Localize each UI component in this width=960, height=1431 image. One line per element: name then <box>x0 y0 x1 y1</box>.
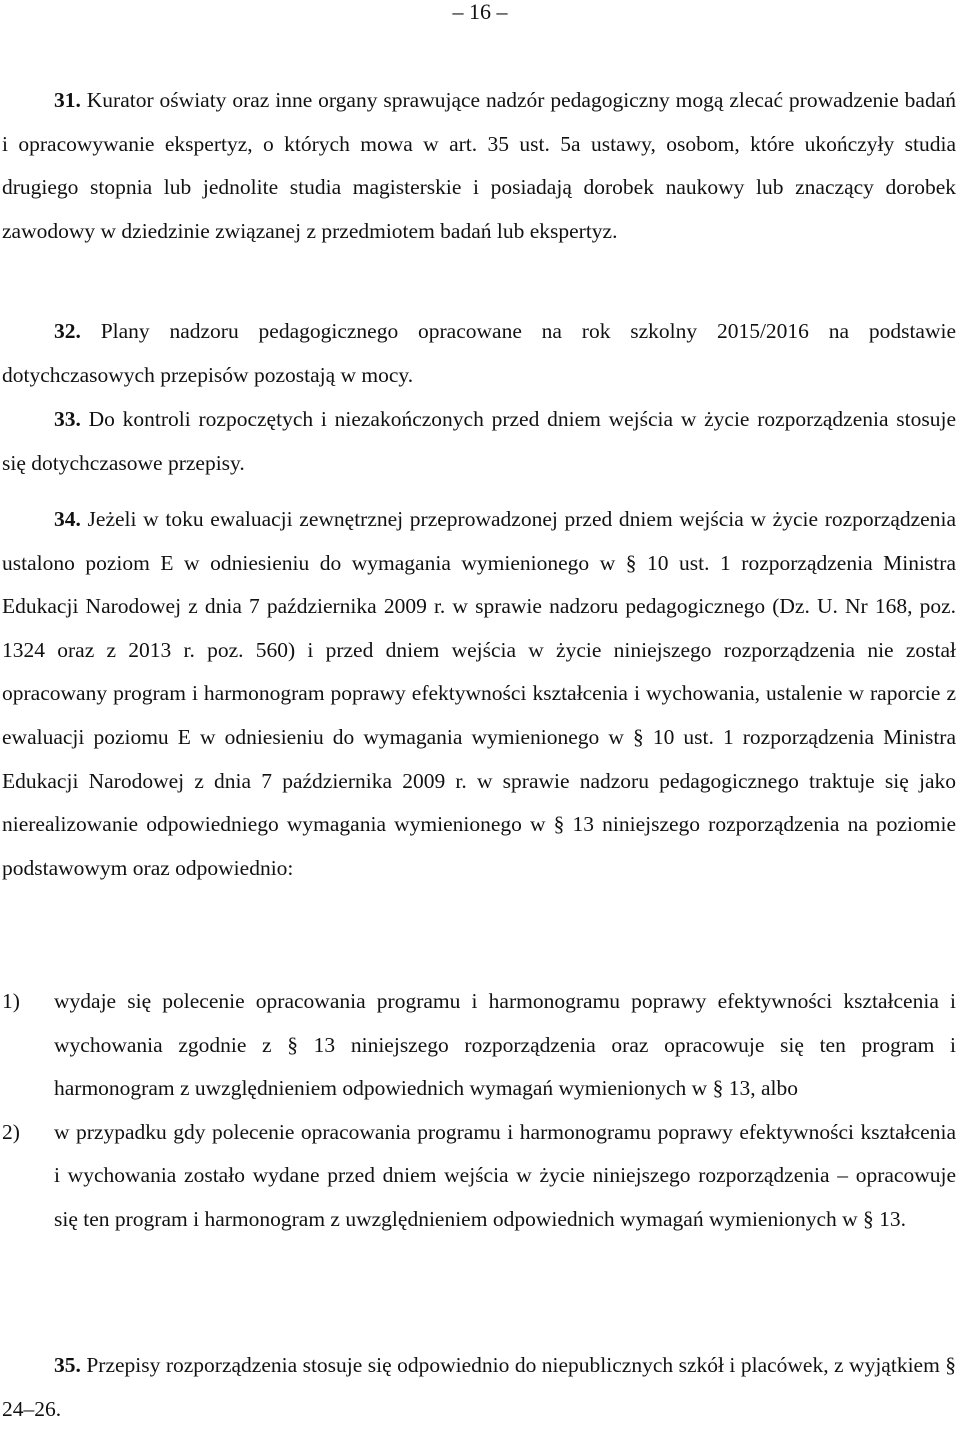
paragraph-34-list <box>2 980 956 1242</box>
paragraph-number: 31. <box>54 88 81 112</box>
list-item-text: wydaje się polecenie opracowania programu i harmonogramu poprawy efektywności kształcenia i wychowania zgodnie z § 13 niniejszego rozporządzenia oraz opracowuje się ten program i harmonogram z uwzględnieniem odpowiednich wymagań wymienionych w § 13, albo <box>54 989 956 1101</box>
paragraph-34 <box>2 498 956 890</box>
list-item-marker: 1) <box>2 989 20 1013</box>
paragraph-35 <box>2 1344 956 1431</box>
paragraph-32 <box>2 310 956 397</box>
paragraph-text: Kurator oświaty oraz inne organy sprawujące nadzór pedagogiczny mogą zlecać prowadzenie badań i opracowywanie ekspertyz, o których mowa w art. 35 ust. 5a ustawy, osobom, które ukończyły studia drugiego stopnia lub jednolite studia magisterskie i posiadają dorobek naukowy lub znaczący dorobek zawodowy w dziedzinie związanej z przedmiotem badań lub ekspertyz. <box>2 88 956 243</box>
paragraph-text: Jeżeli w toku ewaluacji zewnętrznej przeprowadzonej przed dniem wejścia w życie rozporządzenia ustalono poziom E w odniesieniu do wymagania wymienionego w § 10 ust. 1 rozporządzenia Ministra Edukacji Narodowej z dnia 7 października 2009 r. w sprawie nadzoru pedagogicznego (Dz. U. Nr 168, poz. 1324 oraz z 2013 r. poz. 560) i przed dniem wejścia w życie niniejszego rozporządzenia nie został opracowany program i harmonogram poprawy efektywności kształcenia i wychowania, ustalenie w raporcie z ewaluacji poziomu E w odniesieniu do wymagania wymienionego w § 10 ust. 1 rozporządzenia Ministra Edukacji Narodowej z dnia 7 października 2009 r. w sprawie nadzoru pedagogicznego traktuje się jako nierealizowanie odpowiedniego wymagania wymienionego w § 13 niniejszego rozporządzenia na poziomie podstawowym oraz odpowiednio: <box>2 507 956 880</box>
list-item-text: w przypadku gdy polecenie opracowania programu i harmonogramu poprawy efektywności kształcenia i wychowania zostało wydane przed dniem wejścia w życie niniejszego rozporządzenia – opracowuje się ten program i harmonogram z uwzględnieniem odpowiednich wymagań wymienionych w § 13. <box>54 1119 956 1231</box>
page-number: – 16 – <box>452 0 508 24</box>
list-item-marker: 2) <box>2 1119 20 1144</box>
paragraph-number: 35. <box>54 1353 81 1377</box>
paragraph-text: Plany nadzoru pedagogicznego opracowane na rok szkolny 2015/2016 na podstawie dotychczasowych przepisów pozostają w mocy. <box>2 319 956 387</box>
list-item <box>2 980 956 1111</box>
paragraph-number: 33. <box>54 407 81 431</box>
paragraph-33 <box>2 398 956 485</box>
list-item <box>2 1111 956 1242</box>
paragraph-number: 32. <box>54 319 81 343</box>
paragraph-31 <box>2 79 956 253</box>
paragraph-number: 34. <box>54 507 81 531</box>
paragraph-text: Do kontroli rozpoczętych i niezakończonych przed dniem wejścia w życie rozporządzenia stosuje się dotychczasowe przepisy. <box>2 407 957 475</box>
paragraph-text: Przepisy rozporządzenia stosuje się odpowiednio do niepublicznych szkół i placówek, z wyjątkiem § 24–26. <box>2 1353 957 1421</box>
